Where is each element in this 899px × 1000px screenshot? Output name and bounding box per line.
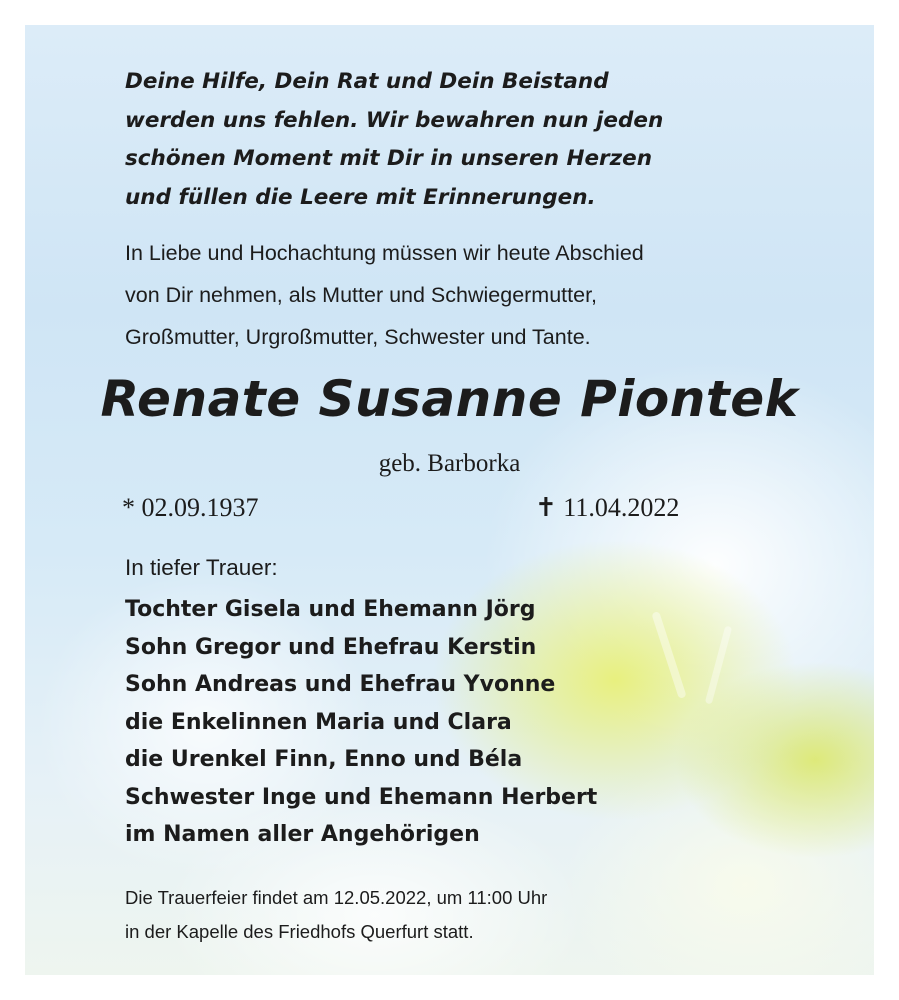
farewell-text bbox=[125, 232, 644, 358]
mourner-line: im Namen aller Angehörigen bbox=[125, 822, 480, 847]
mourner-line: Sohn Andreas und Ehefrau Yvonne bbox=[125, 672, 556, 697]
mourners-list bbox=[125, 591, 597, 854]
farewell-line: Großmutter, Urgroßmutter, Schwester und Tante. bbox=[125, 325, 591, 349]
obituary-frame bbox=[25, 25, 874, 975]
funeral-line: Die Trauerfeier findet am 12.05.2022, um 11:00 Uhr bbox=[125, 887, 548, 908]
mourner-line: die Enkelinnen Maria und Clara bbox=[125, 709, 512, 735]
mourner-line: Sohn Gregor und Ehefrau Kerstin bbox=[125, 634, 537, 660]
obituary-card bbox=[25, 25, 874, 975]
death-date: ✝ 11.04.2022 bbox=[535, 493, 680, 522]
deceased-name: Renate Susanne Piontek bbox=[100, 370, 799, 428]
farewell-line: von Dir nehmen, als Mutter und Schwiegermutter, bbox=[125, 283, 598, 307]
mourner-line: Schwester Inge und Ehemann Herbert bbox=[125, 784, 598, 810]
intro-line: und füllen die Leere mit Erinnerungen. bbox=[125, 184, 596, 210]
intro-line: schönen Moment mit Dir in unseren Herzen bbox=[125, 146, 653, 171]
flower-stem bbox=[651, 611, 686, 699]
intro-quote bbox=[125, 63, 663, 217]
mourner-line: die Urenkel Finn, Enno und Béla bbox=[125, 747, 523, 772]
intro-line: werden uns fehlen. Wir bewahren nun jeden bbox=[125, 107, 664, 133]
intro-line: Deine Hilfe, Dein Rat und Dein Beistand bbox=[125, 69, 609, 94]
flower-stem bbox=[705, 625, 732, 704]
maiden-name: geb. Barborka bbox=[378, 450, 521, 477]
mourner-line: Tochter Gisela und Ehemann Jörg bbox=[125, 597, 536, 622]
mourning-label: In tiefer Trauer: bbox=[125, 555, 278, 580]
funeral-line: in der Kapelle des Friedhofs Querfurt statt. bbox=[125, 921, 474, 942]
birth-date: * 02.09.1937 bbox=[122, 493, 259, 522]
farewell-line: In Liebe und Hochachtung müssen wir heute Abschied bbox=[125, 241, 644, 265]
funeral-info bbox=[125, 881, 547, 949]
